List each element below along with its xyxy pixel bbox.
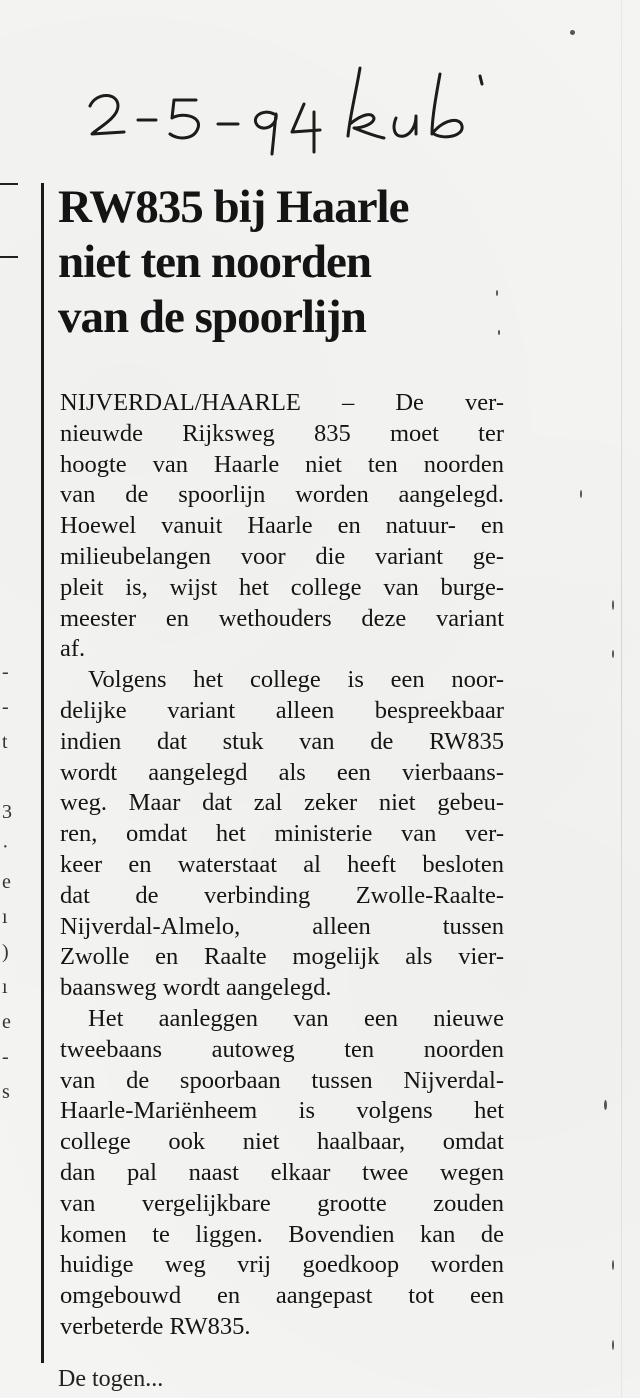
text-line: milieubelangen voor die variant ge- bbox=[60, 542, 504, 570]
paragraph-2 bbox=[60, 665, 504, 1004]
text-line: dan pal naast elkaar twee wegen bbox=[60, 1158, 504, 1186]
fragment: ı bbox=[2, 976, 8, 998]
article-headline bbox=[58, 180, 498, 345]
text-line: Zwolle en Raalte mogelijk als vier- bbox=[60, 943, 504, 971]
text-line: college ook niet haalbaar, omdat bbox=[60, 1128, 504, 1156]
text-line: baansweg wordt aangelegd. bbox=[60, 974, 332, 1002]
scan-speck bbox=[612, 650, 614, 658]
handwritten-date bbox=[78, 62, 498, 162]
fragment: · bbox=[2, 836, 9, 858]
text-line: tweebaans autoweg ten noorden bbox=[60, 1035, 504, 1063]
scan-speck bbox=[496, 290, 498, 296]
text-line: wordt aangelegd als een vierbaans- bbox=[60, 758, 504, 786]
text-line: omgebouwd en aangepast tot een bbox=[60, 1282, 504, 1310]
text-line: van vergelijkbare grootte zouden bbox=[60, 1189, 504, 1217]
text-line: nieuwde Rijksweg 835 moet ter bbox=[60, 419, 504, 447]
text-line: af. bbox=[60, 635, 86, 663]
fragment: t bbox=[2, 731, 8, 753]
scan-speck bbox=[498, 330, 500, 335]
article-body bbox=[60, 388, 504, 1343]
text-line: van de spoorbaan tussen Nijverdal- bbox=[60, 1066, 504, 1094]
text-line: dat de verbinding Zwolle-Raalte- bbox=[60, 881, 504, 909]
text-line: Het aanleggen van een nieuwe bbox=[88, 1004, 504, 1032]
headline-line: RW835 bij Haarle bbox=[58, 181, 409, 233]
fragment: s bbox=[2, 1081, 10, 1103]
text-line: pleit is, wijst het college van burge- bbox=[60, 573, 504, 601]
headline-line: van de spoorlijn bbox=[58, 291, 366, 343]
paragraph-3 bbox=[60, 1004, 504, 1343]
cutoff-text: De togen... bbox=[58, 1366, 164, 1392]
fragment: ) bbox=[2, 941, 9, 963]
fragment: e bbox=[2, 1011, 11, 1033]
fragment bbox=[2, 760, 36, 795]
headline-line: niet ten noorden bbox=[58, 236, 371, 288]
text-line: delijke variant alleen bespreekbaar bbox=[60, 696, 504, 724]
text-line: weg. Maar dat zal zeker niet gebeu- bbox=[60, 789, 504, 817]
text-line: komen te liggen. Bovendien kan de bbox=[60, 1220, 504, 1248]
column-rule bbox=[41, 183, 44, 1363]
text-line: Volgens het college is een noor- bbox=[88, 666, 504, 694]
scan-speck bbox=[612, 1340, 614, 1350]
text-line: verbeterde RW835. bbox=[60, 1312, 251, 1340]
fragment: - bbox=[2, 661, 9, 683]
margin-tick bbox=[0, 183, 18, 185]
page-edge bbox=[621, 0, 622, 1398]
text-line: indien dat stuk van de RW835 bbox=[60, 727, 504, 755]
margin-tick bbox=[0, 256, 18, 258]
fragment: 3 bbox=[2, 801, 12, 823]
scan-speck bbox=[604, 1100, 607, 1110]
fragment: e bbox=[2, 871, 11, 893]
text-line: Hoewel vanuit Haarle en natuur- en bbox=[60, 512, 504, 540]
scan-speck bbox=[612, 1260, 614, 1270]
text-line: huidige weg vrij goedkoop worden bbox=[60, 1251, 504, 1279]
text-line: NIJVERDAL/HAARLE – De ver- bbox=[60, 389, 504, 416]
cutoff-next-article bbox=[58, 1356, 458, 1398]
fragment: - bbox=[2, 696, 9, 718]
paragraph-1 bbox=[60, 388, 504, 665]
fragment: - bbox=[2, 1046, 9, 1068]
text-line: meester en wethouders deze variant bbox=[60, 604, 504, 632]
text-line: hoogte van Haarle niet ten noorden bbox=[60, 450, 504, 478]
text-line: Haarle-Mariënheem is volgens het bbox=[60, 1097, 504, 1125]
text-line: Nijverdal-Almelo, alleen tussen bbox=[60, 912, 504, 940]
handwriting-drawing bbox=[78, 62, 498, 162]
scan-speck bbox=[570, 30, 575, 35]
text-line: keer en waterstaat al heeft besloten bbox=[60, 850, 504, 878]
scan-speck bbox=[580, 490, 582, 498]
fragment: ı bbox=[2, 906, 8, 928]
left-column-fragments bbox=[2, 655, 36, 1110]
text-line: van de spoorlijn worden aangelegd. bbox=[60, 481, 504, 509]
text-line: ren, omdat het ministerie van ver- bbox=[60, 820, 504, 848]
scan-speck bbox=[612, 600, 614, 610]
